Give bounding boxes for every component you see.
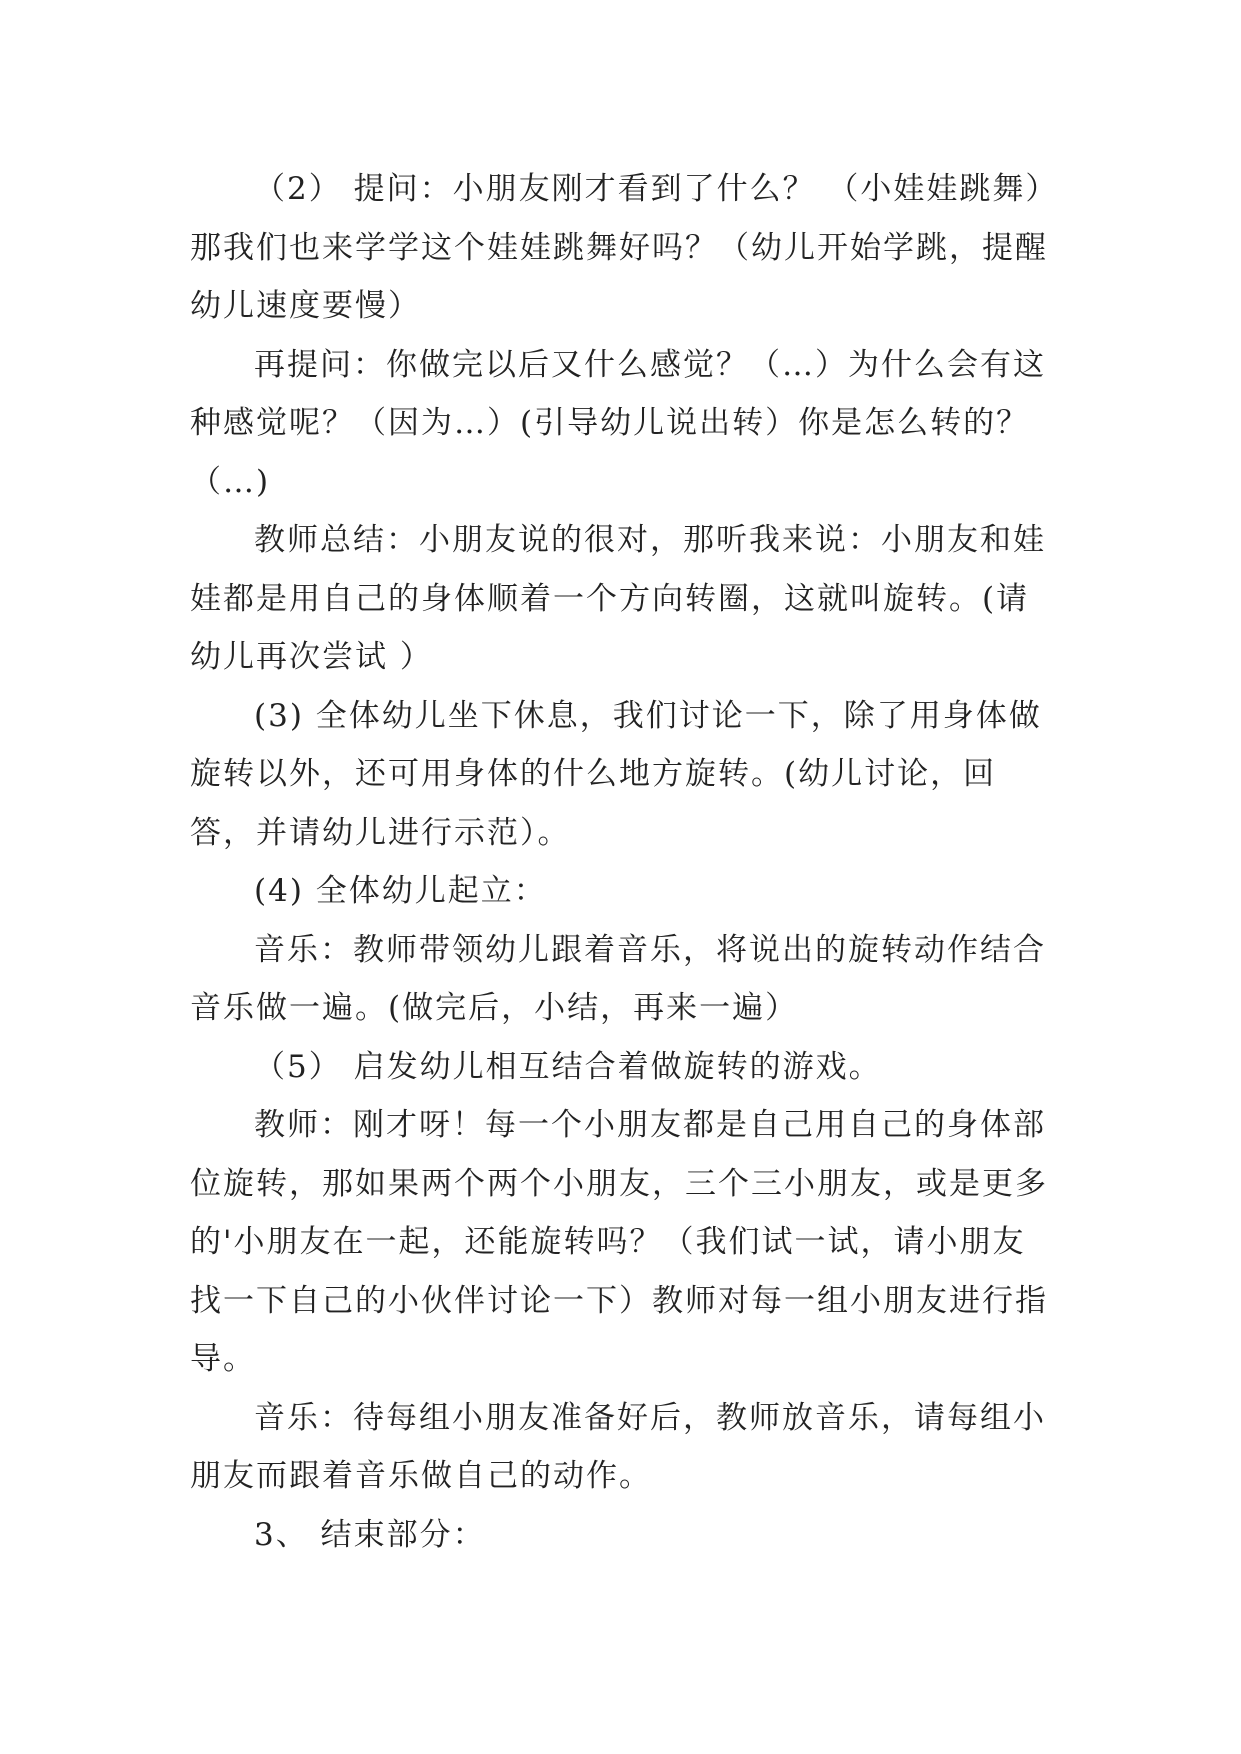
paragraph-step-2-question: （2） 提问：小朋友刚才看到了什么？ （小娃娃跳舞）那我们也来学学这个娃娃跳舞好吗？（幼儿开始学跳，提醒幼儿速度要慢） bbox=[190, 171, 1048, 324]
paragraph-step-4-stand-up: (4) 全体幼儿起立： bbox=[254, 873, 547, 909]
paragraph-teacher-summary: 教师总结：小朋友说的很对，那听我来说：小朋友和娃娃都是用自己的身体顺着一个方向转圈，这就叫旋转。(请幼儿再次尝试 ） bbox=[190, 522, 1046, 675]
paragraph-group-music: 音乐：待每组小朋友准备好后，教师放音乐，请每组小朋友而跟着音乐做自己的动作。 bbox=[190, 1399, 1046, 1494]
paragraph-step-3-discussion: (3) 全体幼儿坐下休息，我们讨论一下，除了用身体做旋转以外，还可用身体的什么地方旋转。(幼儿讨论，回答，并请幼儿进行示范）。 bbox=[190, 697, 1042, 851]
paragraph-ending-section: 3、 结束部分： bbox=[254, 1516, 486, 1553]
paragraph-music-activity: 音乐：教师带领幼儿跟着音乐，将说出的旋转动作结合音乐做一遍。(做完后，小结，再来一遍） bbox=[190, 931, 1046, 1026]
paragraph-second-question: 再提问：你做完以后又什么感觉？（…）为什么会有这种感觉呢？（因为…）(引导幼儿说出转）你是怎么转的？（…) bbox=[190, 346, 1046, 500]
paragraph-teacher-guidance: 教师：刚才呀！每一个小朋友都是自己用自己的身体部位旋转，那如果两个两个小朋友，三个三小朋友，或是更多的'小朋友在一起，还能旋转吗？（我们试一试，请小朋友找一下自己的小伙伴讨论一下）教师对每一组小朋友进行指导。 bbox=[190, 1107, 1048, 1377]
paragraph-step-5-game: （5） 启发幼儿相互结合着做旋转的游戏。 bbox=[254, 1048, 882, 1085]
document-body bbox=[190, 160, 1050, 1564]
